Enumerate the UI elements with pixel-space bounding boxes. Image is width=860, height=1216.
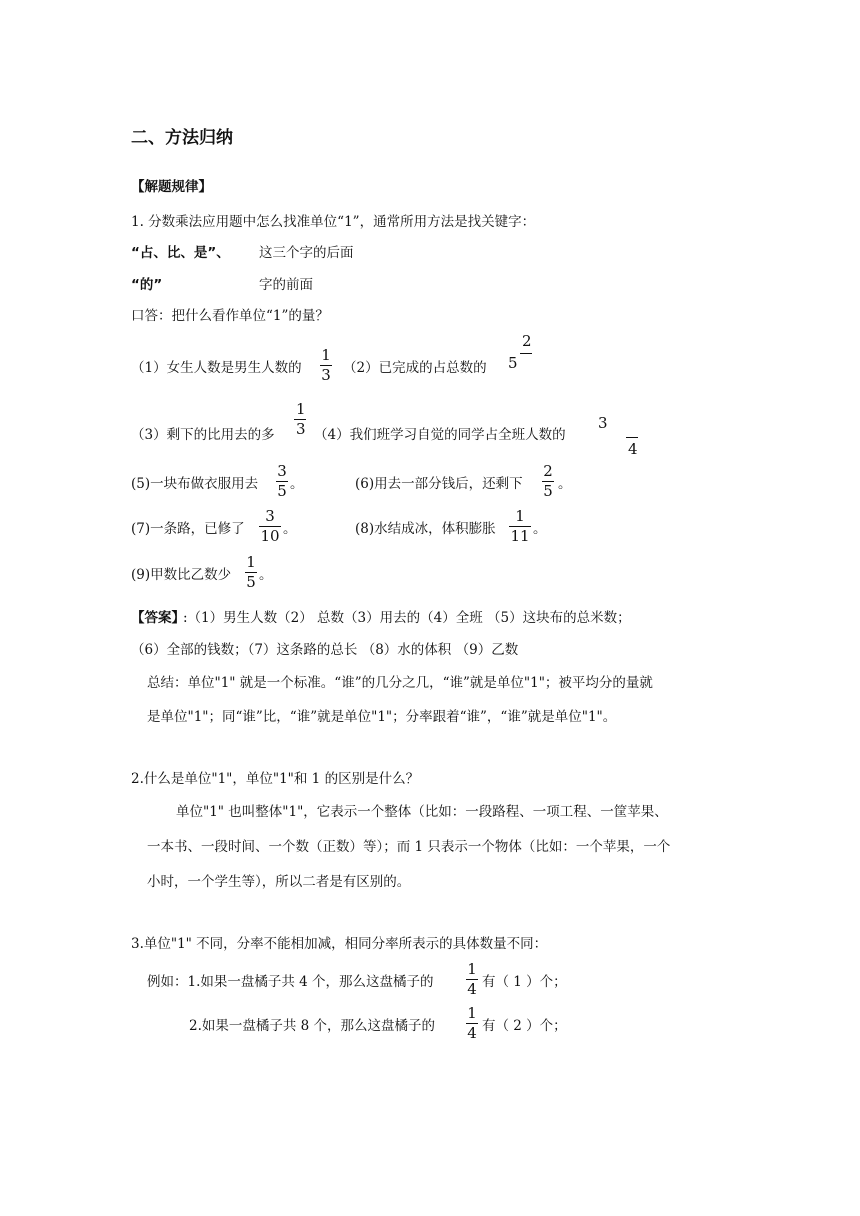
answer-line-1: :（1）男生人数（2） 总数（3）用去的（4）全班 （5）这块布的总米数； bbox=[183, 610, 631, 626]
q4-denominator: 4 bbox=[628, 440, 638, 458]
q6-end: 。 bbox=[558, 476, 572, 492]
q8-end: 。 bbox=[533, 521, 547, 537]
q7-end: 。 bbox=[283, 521, 297, 537]
q1-numerator: 1 bbox=[321, 346, 331, 364]
q3-numerator: 1 bbox=[296, 400, 306, 418]
q7-fraction bbox=[259, 508, 281, 545]
q2-fraction-bar bbox=[520, 353, 532, 354]
q8-text: (8)水结成冰，体积膨胀 bbox=[355, 521, 496, 537]
q2-numerator: 2 bbox=[522, 332, 532, 350]
q8-fraction bbox=[509, 508, 531, 545]
example-1-end: 有（ 1 ）个； bbox=[482, 974, 567, 990]
summary-line-1: 总结：单位"1" 就是一个标准。“谁”的几分之几，“谁”就是单位"1"；被平均分的量就 bbox=[147, 675, 653, 691]
q4-text: （4）我们班学习自觉的同学占全班人数的 bbox=[314, 427, 566, 443]
example-1-numerator: 1 bbox=[467, 960, 477, 978]
section-title: 二、方法归纳 bbox=[131, 128, 233, 148]
q5-end: 。 bbox=[290, 476, 304, 492]
q5-fraction bbox=[276, 463, 288, 500]
q7-numerator: 3 bbox=[265, 507, 275, 525]
summary-line-2: 是单位"1"；同“谁”比，“谁”就是单位"1"；分率跟着“谁”，“谁”就是单位"1"。 bbox=[147, 709, 617, 725]
q4-numerator: 3 bbox=[598, 414, 608, 432]
example-1-text: 例如：1.如果一盘橘子共 4 个，那么这盘橘子的 bbox=[147, 974, 434, 990]
q1-denominator: 3 bbox=[321, 366, 331, 384]
key2-label: “的” bbox=[131, 277, 163, 293]
q9-text: (9)甲数比乙数少 bbox=[131, 567, 232, 583]
q2-text: （2）已完成的占总数的 bbox=[343, 360, 487, 376]
q9-end: 。 bbox=[259, 567, 273, 583]
item2-line-1: 单位"1" 也叫整体"1"，它表示一个整体（比如：一段路程、一项工程、一筐苹果、 bbox=[176, 804, 668, 820]
question-prompt: 口答：把什么看作单位“1”的量？ bbox=[131, 308, 329, 324]
example-2-text: 2.如果一盘橘子共 8 个，那么这盘橘子的 bbox=[189, 1018, 436, 1034]
q6-denominator: 5 bbox=[543, 482, 553, 500]
q6-numerator: 2 bbox=[543, 462, 553, 480]
key1-label: “占、比、是”、 bbox=[131, 245, 230, 261]
example-2-denominator: 4 bbox=[467, 1024, 477, 1042]
item2-line-2: 一本书、一段时间、一个数（正数）等）；而 1 只表示一个物体（比如：一个苹果，一个 bbox=[147, 839, 671, 855]
q9-denominator: 5 bbox=[246, 573, 256, 591]
q7-denominator: 10 bbox=[260, 527, 280, 545]
example-1-fraction bbox=[466, 961, 478, 998]
item2-question: 2.什么是单位"1"，单位"1"和 1 的区别是什么？ bbox=[131, 771, 420, 787]
q5-numerator: 3 bbox=[277, 462, 287, 480]
q4-fraction-bar bbox=[626, 437, 638, 438]
q3-denominator: 3 bbox=[296, 420, 306, 438]
example-1-denominator: 4 bbox=[467, 980, 477, 998]
q8-numerator: 1 bbox=[515, 507, 525, 525]
item1-intro: 1. 分数乘法应用题中怎么找准单位“1”，通常所用方法是找关键字： bbox=[131, 214, 536, 230]
q9-numerator: 1 bbox=[246, 553, 256, 571]
q1-text: （1）女生人数是男生人数的 bbox=[131, 360, 302, 376]
q9-fraction bbox=[245, 554, 257, 591]
example-2-end: 有（ 2 ）个； bbox=[482, 1018, 567, 1034]
q7-text: (7)一条路，已修了 bbox=[131, 521, 245, 537]
q6-text: (6)用去一部分钱后，还剩下 bbox=[355, 476, 523, 492]
q3-text: （3）剩下的比用去的多 bbox=[131, 427, 275, 443]
q2-whole: 5 bbox=[508, 354, 518, 372]
q5-denominator: 5 bbox=[277, 482, 287, 500]
example-2-fraction bbox=[466, 1005, 478, 1042]
q1-fraction bbox=[320, 347, 332, 384]
q8-denominator: 11 bbox=[510, 527, 530, 545]
rule-header: 【解题规律】 bbox=[131, 179, 212, 195]
q6-fraction bbox=[542, 463, 554, 500]
item2-line-3: 小时，一个学生等），所以二者是有区别的。 bbox=[147, 874, 411, 890]
answer-line-2: （6）全部的钱数；（7）这条路的总长 （8）水的体积 （9）乙数 bbox=[131, 642, 519, 658]
key2-desc: 字的前面 bbox=[259, 277, 313, 293]
example-2-numerator: 1 bbox=[467, 1004, 477, 1022]
q5-text: (5)一块布做衣服用去 bbox=[131, 476, 259, 492]
answer-label: 【答案】 bbox=[131, 610, 185, 626]
item3-title: 3.单位"1" 不同，分率不能相加减，相同分率所表示的具体数量不同： bbox=[131, 936, 548, 952]
key1-desc: 这三个字的后面 bbox=[259, 245, 354, 261]
